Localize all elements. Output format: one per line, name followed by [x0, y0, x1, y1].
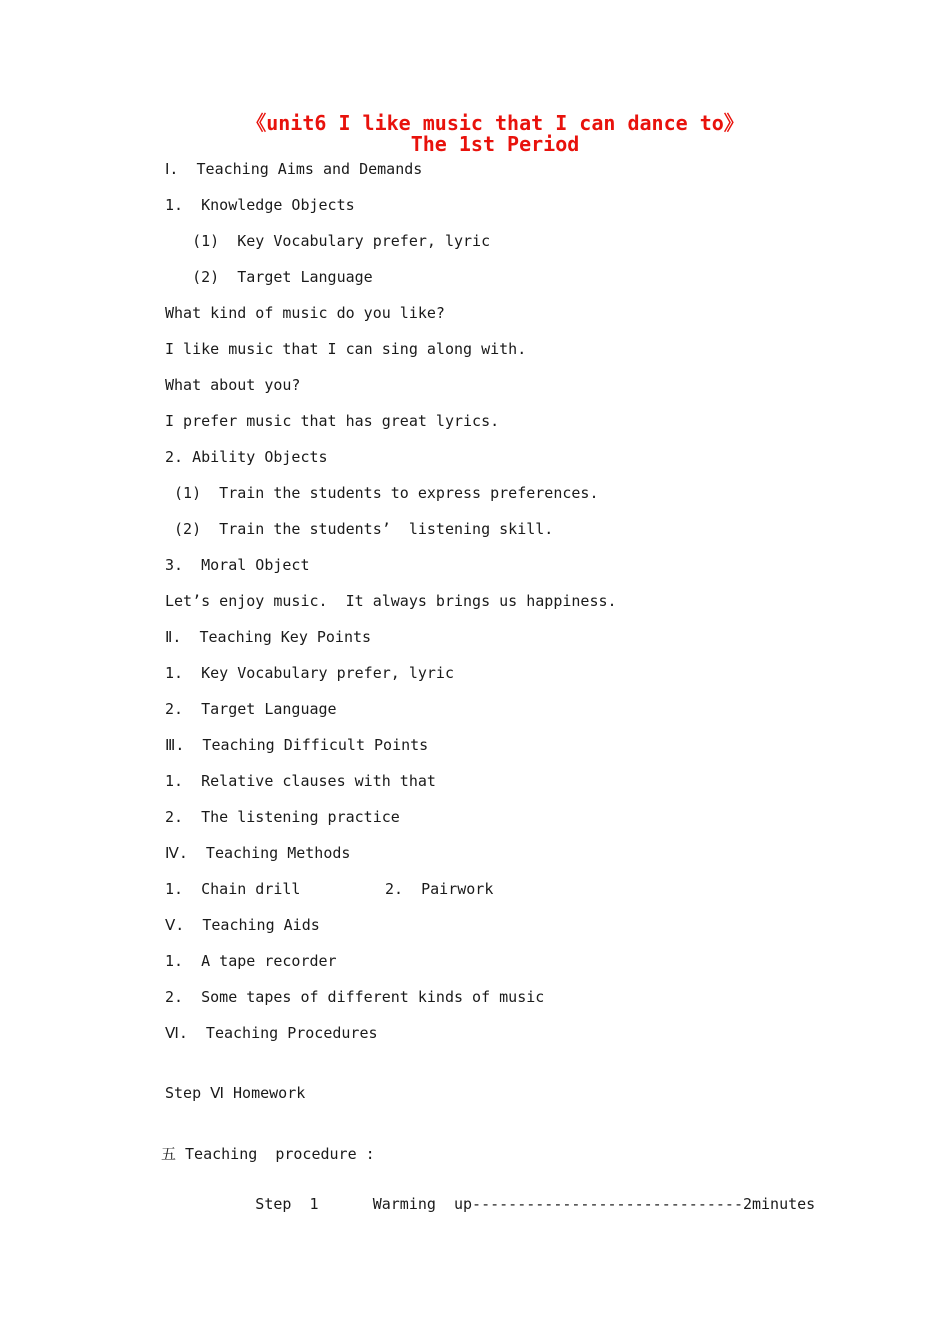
step-heading: Step Ⅵ Homework [165, 1084, 306, 1102]
sentence: What kind of music do you like? [165, 304, 445, 322]
list-item: 1. Knowledge Objects [165, 196, 355, 214]
section-heading-difficult-points: Ⅲ. Teaching Difficult Points [165, 736, 429, 754]
list-item: 2. The listening practice [165, 808, 400, 826]
list-item: (2) Train the students’ listening skill. [165, 520, 554, 538]
list-item: 2. Ability Objects [165, 448, 328, 466]
document-title: 《unit6 I like music that I can dance to》 [246, 111, 744, 135]
section-heading-procedures: Ⅵ. Teaching Procedures [165, 1024, 378, 1042]
list-item: 1. A tape recorder [165, 952, 337, 970]
sentence: What about you? [165, 376, 301, 394]
list-item: (2) Target Language [165, 268, 373, 286]
sentence: I prefer music that has great lyrics. [165, 412, 500, 430]
list-item: 2. Some tapes of different kinds of music [165, 988, 545, 1006]
section-heading-aims: Ⅰ. Teaching Aims and Demands [165, 160, 423, 178]
sentence: I like music that I can sing along with. [165, 340, 527, 358]
list-item: 1. Key Vocabulary prefer, lyric [165, 664, 454, 682]
list-item: (1) Key Vocabulary prefer, lyric [165, 232, 491, 250]
section-heading-key-points: Ⅱ. Teaching Key Points [165, 628, 372, 646]
list-item: 2. Target Language [165, 700, 337, 718]
sentence: Let’s enjoy music. It always brings us happiness. [165, 592, 617, 610]
list-item: 3. Moral Object [165, 556, 310, 574]
document-subtitle: The 1st Period [410, 132, 580, 156]
list-item: 1. Chain drill [165, 880, 301, 898]
procedure-heading: 五 Teaching procedure : [161, 1145, 375, 1163]
list-item: 1. Relative clauses with that [165, 772, 436, 790]
section-heading-aids: Ⅴ. Teaching Aids [165, 916, 320, 934]
step-line: Step 1 Warming up------------------------------2minutes [165, 1195, 816, 1213]
list-item: 2. Pairwork [385, 880, 494, 898]
section-heading-methods: Ⅳ. Teaching Methods [165, 844, 351, 862]
list-item: (1) Train the students to express preferences. [165, 484, 599, 502]
